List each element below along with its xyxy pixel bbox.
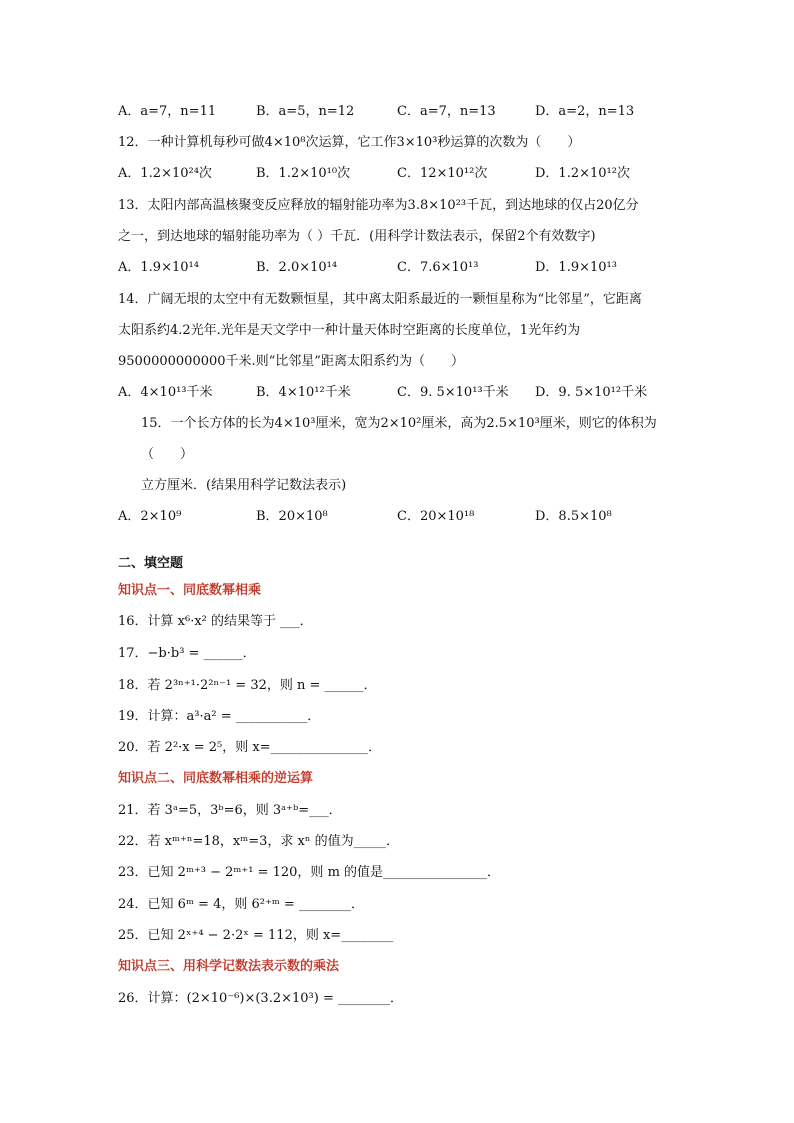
knowledge-point-3: 知识点三、用科学记数法表示数的乘法 (118, 959, 340, 974)
q13-option-d: D．1.9×10¹³ (535, 260, 617, 275)
q21: 21．若 3ᵃ=5，3ᵇ=6，则 3ᵃ⁺ᵇ=___． (118, 803, 342, 818)
q14-option-b: B．4×10¹²千米 (256, 385, 351, 400)
q15-option-d: D．8.5×10⁸ (535, 509, 612, 524)
q15-options (118, 508, 678, 526)
q12-option-b: B．1.2×10¹⁰次 (256, 166, 351, 181)
q13-option-b: B．2.0×10¹⁴ (256, 260, 338, 275)
q15-option-a: A．2×10⁹ (118, 509, 182, 524)
section-heading: 二、填空题 (118, 556, 184, 571)
q11-option-a: A．a=7，n=11 (118, 104, 217, 119)
q12-option-c: C．12×10¹²次 (397, 166, 488, 181)
q15-stem-line1: 15．一个长方体的长为4×10³厘米，宽为2×10²厘米，高为2.5×10³厘米，则它的体积为 (141, 416, 657, 431)
q15-stem-line2: （ ） (141, 447, 194, 462)
q26: 26．计算：(2×10⁻⁶)×(3.2×10³) = ________． (118, 991, 403, 1006)
q14-stem-line1: 14．广阔无垠的太空中有无数颗恒星，其中离太阳系最近的一颗恒星称为“比邻星”，它距离 (118, 292, 642, 307)
q25: 25．已知 2ˣ⁺⁴ − 2·2ˣ = 112，则 x=________ (118, 928, 394, 943)
q12-option-a: A．1.2×10²⁴次 (118, 166, 212, 181)
q12-options (118, 165, 678, 183)
q17: 17．−b·b³ = ______． (118, 646, 256, 661)
q14-option-a: A．4×10¹³千米 (118, 385, 213, 400)
q11-option-d: D．a=2，n=13 (535, 104, 635, 119)
q15-stem-line3: 立方厘米．(结果用科学记数法表示) (141, 478, 347, 493)
q15-option-b: B．20×10⁸ (256, 509, 328, 524)
q13-option-a: A．1.9×10¹⁴ (118, 260, 199, 275)
q11-option-c: C．a=7，n=13 (397, 104, 496, 119)
q19: 19．计算：a³·a² = ___________． (118, 709, 321, 724)
knowledge-point-1: 知识点一、同底数幂相乘 (118, 583, 262, 598)
q13-option-c: C．7.6×10¹³ (397, 260, 479, 275)
q18: 18．若 2³ⁿ⁺¹·2²ⁿ⁻¹ = 32，则 n = ______． (118, 678, 377, 693)
q13-stem-line2: 之一，到达地球的辐射能功率为（ ）千瓦．(用科学计数法表示，保留2个有效数字) (118, 229, 596, 244)
q15-option-c: C．20×10¹⁸ (397, 509, 475, 524)
q13-options (118, 259, 678, 277)
knowledge-point-2: 知识点二、同底数幂相乘的逆运算 (118, 771, 314, 786)
q24: 24．已知 6ᵐ = 4，则 6²⁺ᵐ = ________． (118, 897, 364, 912)
q11-options (118, 103, 678, 121)
q14-option-d: D．9. 5×10¹²千米 (535, 385, 648, 400)
q13-stem-line1: 13．太阳内部高温核聚变反应释放的辐射能功率为3.8×10²³千瓦，到达地球的仅占20亿分 (118, 198, 639, 213)
q14-options (118, 384, 678, 402)
q22: 22．若 xᵐ⁺ⁿ=18，xᵐ=3，求 xⁿ 的值为_____． (118, 834, 400, 849)
q14-stem-line3: 9500000000000千米.则“比邻星”距离太阳系约为（ ） (118, 354, 464, 369)
q14-stem-line2: 太阳系约4.2光年.光年是天文学中一种计量天体时空距离的长度单位，1光年约为 (118, 323, 581, 338)
q12-stem: 12．一种计算机每秒可做4×10⁸次运算，它工作3×10³秒运算的次数为（ ） (118, 135, 581, 150)
q16: 16．计算 x⁶·x² 的结果等于 ___． (118, 614, 313, 629)
q20: 20．若 2²·x = 2⁵，则 x=_______________． (118, 740, 382, 755)
q11-option-b: B．a=5，n=12 (256, 104, 355, 119)
q14-option-c: C．9. 5×10¹³千米 (397, 385, 509, 400)
q12-option-d: D．1.2×10¹²次 (535, 166, 630, 181)
q23: 23．已知 2ᵐ⁺³ − 2ᵐ⁺¹ = 120，则 m 的值是________________． (118, 865, 501, 880)
